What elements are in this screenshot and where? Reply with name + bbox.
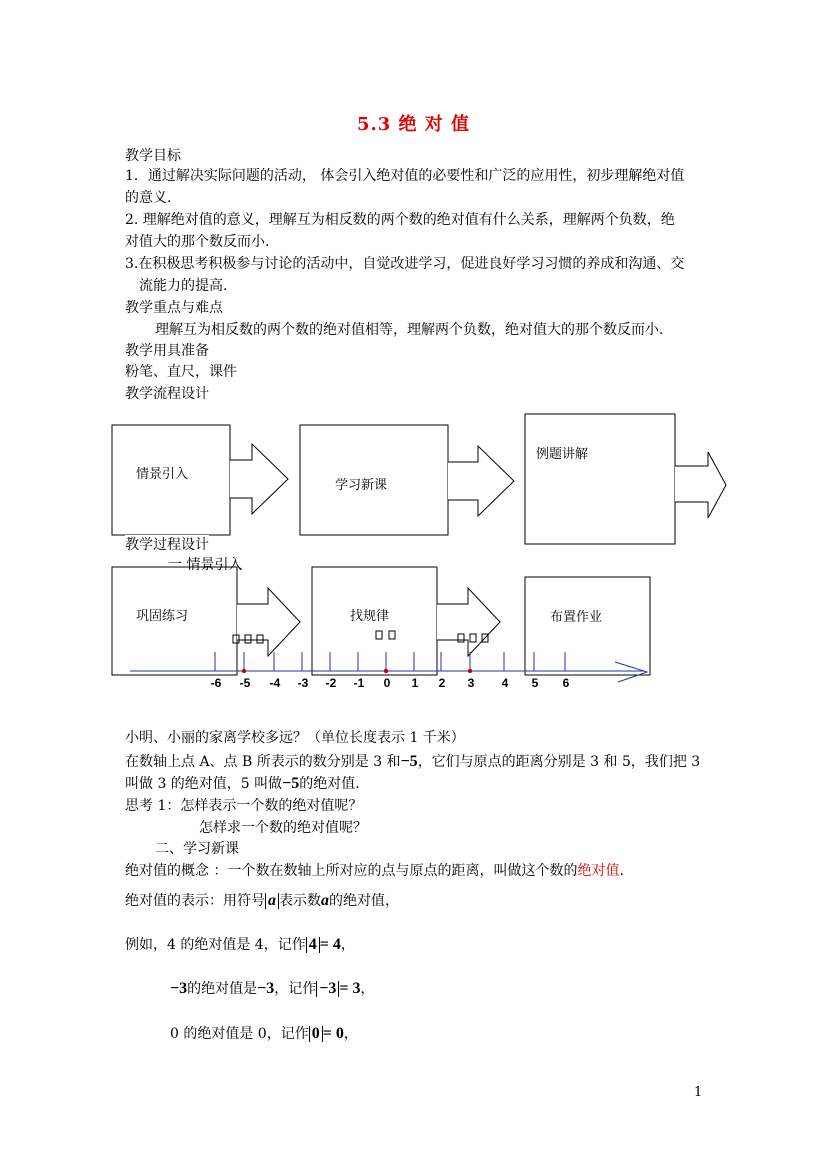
goal-2-line-1: 2. 理解绝对值的意义，理解互为相反数的两个数的绝对值有什么关系，理解两个负数，绝 xyxy=(125,212,675,228)
tick-label: 6 xyxy=(562,676,570,690)
arrow-1 xyxy=(230,444,288,514)
box-homework-label: 布置作业 xyxy=(550,610,603,625)
goals-heading: 教学目标 xyxy=(125,148,181,164)
process-subheading: 一 情景引入 xyxy=(168,557,243,573)
section-2-heading: 二、学习新课 xyxy=(155,841,239,857)
marked-point xyxy=(384,669,388,673)
box-situation-label: 情景引入 xyxy=(136,467,189,482)
paragraph-1: 在数轴上点 A、点 B 所表示的数分别是 3 和−5，它们与原点的距离分别是 3 和 5，我们把 3 xyxy=(125,753,701,770)
abs-expression: 4 xyxy=(306,937,320,953)
tick-label: 3 xyxy=(467,676,475,690)
example-1: 例如，4 的绝对值是 4，记作 4 = 4， xyxy=(125,936,355,953)
key-points-heading: 教学重点与难点 xyxy=(125,300,223,316)
tick-label: -6 xyxy=(210,676,222,690)
example-2: −3的绝对值是−3，记作 −3 = 3， xyxy=(170,980,375,997)
abs-symbol: a xyxy=(265,893,279,909)
concept-definition: 绝对值的概念 ：一个数在数轴上所对应的点与原点的距离，叫做这个数的绝对值. xyxy=(125,863,624,879)
box-examples-label: 例题讲解 xyxy=(536,447,589,462)
box-homework xyxy=(525,577,650,675)
neg-five: −5 xyxy=(282,775,300,792)
tick-label: -4 xyxy=(269,676,281,690)
tick-label: 1 xyxy=(411,676,419,690)
arrow-4 xyxy=(237,588,300,656)
box-new-lesson-label: 学习新课 xyxy=(335,478,388,493)
goal-3-line-2: 流能力的提高. xyxy=(139,278,228,294)
tick-label: 4 xyxy=(501,676,509,690)
arrow-2 xyxy=(448,446,514,516)
marked-point xyxy=(242,669,246,673)
tools-text: 粉笔、直尺，课件 xyxy=(125,364,237,380)
tick-label: -2 xyxy=(325,676,337,690)
box-examples xyxy=(525,414,675,544)
think-1: 思考 1：怎样表示一个数的绝对值呢？ xyxy=(125,798,363,814)
goal-2-line-2: 对值大的那个数反而小. xyxy=(125,234,270,250)
abs-expression: −3 xyxy=(316,981,339,997)
tick-label: 0 xyxy=(383,676,391,690)
arrow-3 xyxy=(675,452,726,518)
tick-label: 2 xyxy=(438,676,446,690)
key-points-text: 理解互为相反数的两个数的绝对值相等，理解两个负数，绝对值大的那个数反而小. xyxy=(155,322,664,338)
arrow-5 xyxy=(437,588,500,656)
page-title: 5.3 绝 对 值 xyxy=(356,114,471,135)
box-practice-label: 巩固练习 xyxy=(136,609,189,624)
question-distance: 小明、小丽的家离学校多远？（单位长度表示 1 千米） xyxy=(125,730,465,746)
goal-1-line-2: 的意义. xyxy=(125,190,172,206)
tick-label: -5 xyxy=(239,676,251,690)
box-pattern-label: 找规律 xyxy=(350,609,390,624)
neg-five: −5 xyxy=(400,753,418,770)
goal-3-line-1: 3.在积极思考积极参与讨论的活动中，自觉改进学习，促进良好学习习惯的养成和沟通、交 xyxy=(125,256,685,272)
process-heading: 教学过程设计 xyxy=(125,537,209,553)
paragraph-2: 叫做 3 的绝对值，5 叫做−5的绝对值. xyxy=(125,775,360,792)
tools-heading: 教学用具准备 xyxy=(125,343,209,359)
concept-term: 绝对值 xyxy=(577,863,620,879)
abs-expression: 0 xyxy=(309,1026,323,1042)
marked-point xyxy=(468,669,472,673)
tick-label: 5 xyxy=(531,676,539,690)
notation-line: 绝对值的表示：用符号 a 表示数a的绝对值， xyxy=(125,892,399,909)
page-number: 1 xyxy=(694,1085,703,1100)
think-2: 怎样求一个数的绝对值呢？ xyxy=(199,820,367,836)
tick-label: -3 xyxy=(297,676,309,690)
tick-label: -1 xyxy=(353,676,365,690)
goal-1-line-1: 1．通过解决实际问题的活动， 体会引入绝对值的必要性和广泛的应用性，初步理解绝对值 xyxy=(125,168,685,184)
flow-heading: 教学流程设计 xyxy=(125,386,209,402)
example-3: 0 的绝对值是 0，记作 0 = 0， xyxy=(170,1025,358,1042)
